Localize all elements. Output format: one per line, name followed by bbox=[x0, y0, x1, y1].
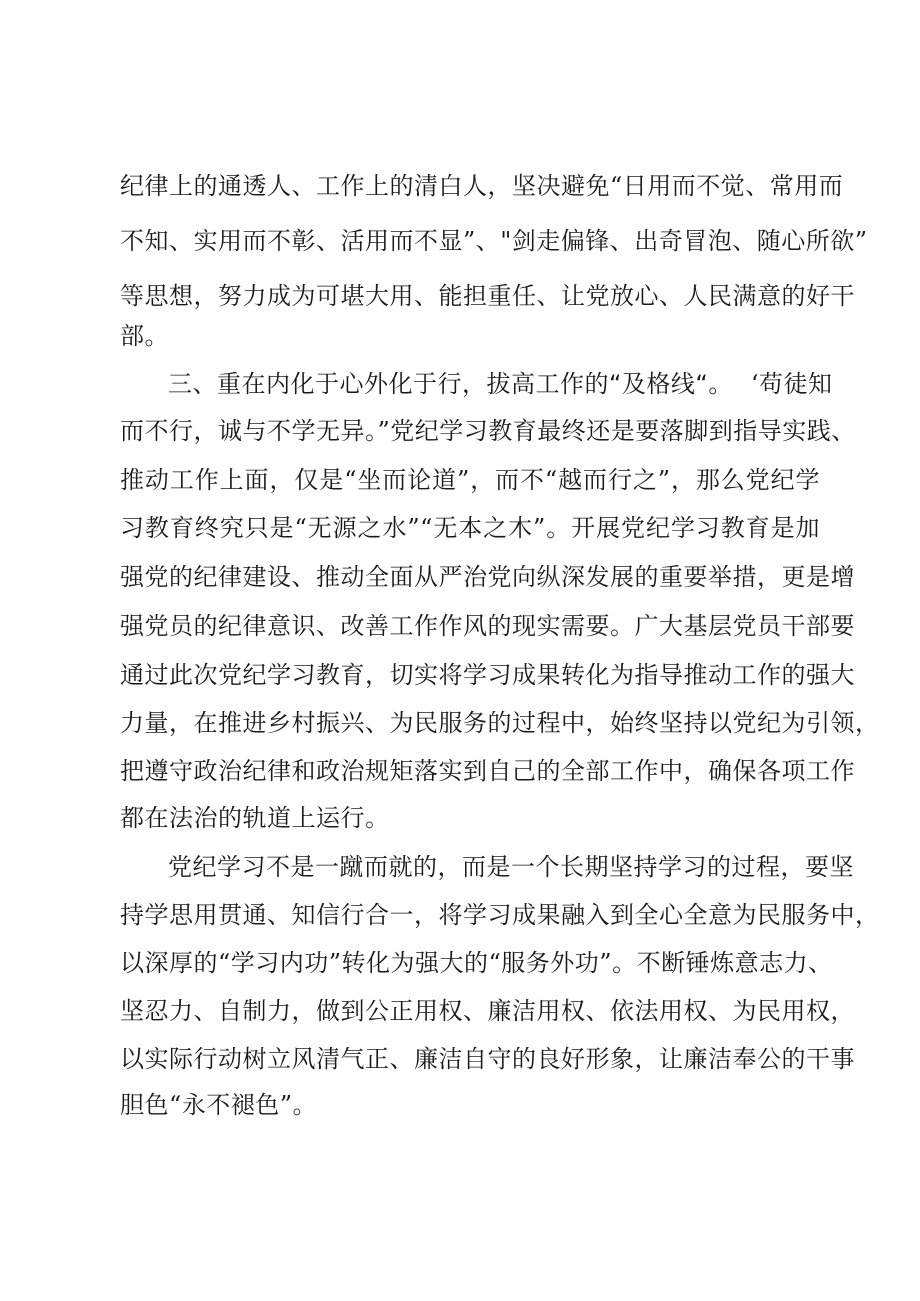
paragraph-3-line-6: 胆色“永不褪色”。 bbox=[120, 1091, 318, 1119]
paragraph-2-line-6: 强党员的纪律意识、改善工作作风的现实需要。广大基层党员干部要 bbox=[120, 612, 855, 640]
paragraph-2-line-2: 而不行，诚与不学无异。”党纪学习教育最终还是要落脚到指导实践、 bbox=[120, 417, 856, 445]
paragraph-2-line-3: 推动工作上面，仅是“坐而论道”，而不“越而行之”，那么党纪学 bbox=[120, 466, 820, 494]
section-heading: 三、重在内化于心外化于行，拔高工作的“及格线“。 bbox=[168, 370, 733, 398]
paragraph-1-line-1: 纪律上的通透人、工作上的清白人，坚决避免“日用而不觉、常用而 bbox=[120, 172, 844, 200]
paragraph-2-line-10: 都在法治的轨道上运行。 bbox=[120, 804, 390, 832]
paragraph-3-line-1: 党纪学习不是一蹴而就的，而是一个长期坚持学习的过程，要坚 bbox=[168, 853, 854, 881]
paragraph-1-line-3: 等思想，努力成为可堪大用、能担重任、让党放心、人民满意的好干 bbox=[120, 282, 855, 310]
paragraph-2-first-line bbox=[168, 368, 833, 400]
paragraph-1-line-4: 部。 bbox=[120, 322, 169, 350]
paragraph-3-line-2: 持学思用贯通、知信行合一，将学习成果融入到全心全意为民服务中， bbox=[120, 901, 880, 929]
paragraph-3-line-5: 以实际行动树立风清气正、廉洁自守的良好形象，让廉洁奉公的干事 bbox=[120, 1045, 855, 1073]
paragraph-2-first-line-rest: ‘苟徒知 bbox=[750, 370, 833, 398]
paragraph-3-line-3: 以深厚的“学习内功”转化为强大的“服务外功”。不断锤炼意志力、 bbox=[120, 949, 833, 977]
paragraph-2-line-8: 力量，在推进乡村振兴、为民服务的过程中，始终坚持以党纪为引领， bbox=[120, 709, 880, 737]
paragraph-3-line-4: 坚忍力、自制力，做到公正用权、廉洁用权、依法用权、为民用权， bbox=[120, 997, 855, 1025]
paragraph-2-line-5: 强党的纪律建设、推动全面从严治党向纵深发展的重要举措，更是增 bbox=[120, 563, 855, 591]
paragraph-1-line-2: 不知、实用而不彰、活用而不显”、"剑走偏锋、出奇冒泡、随心所欲” bbox=[120, 227, 868, 255]
paragraph-2-line-4: 习教育终究只是“无源之水”“无本之木”。开展党纪学习教育是加 bbox=[120, 514, 820, 542]
paragraph-2-line-7: 通过此次党纪学习教育，切实将学习成果转化为指导推动工作的强大 bbox=[120, 661, 855, 689]
paragraph-2-line-9: 把遵守政治纪律和政治规矩落实到自己的全部工作中，确保各项工作 bbox=[120, 757, 855, 785]
